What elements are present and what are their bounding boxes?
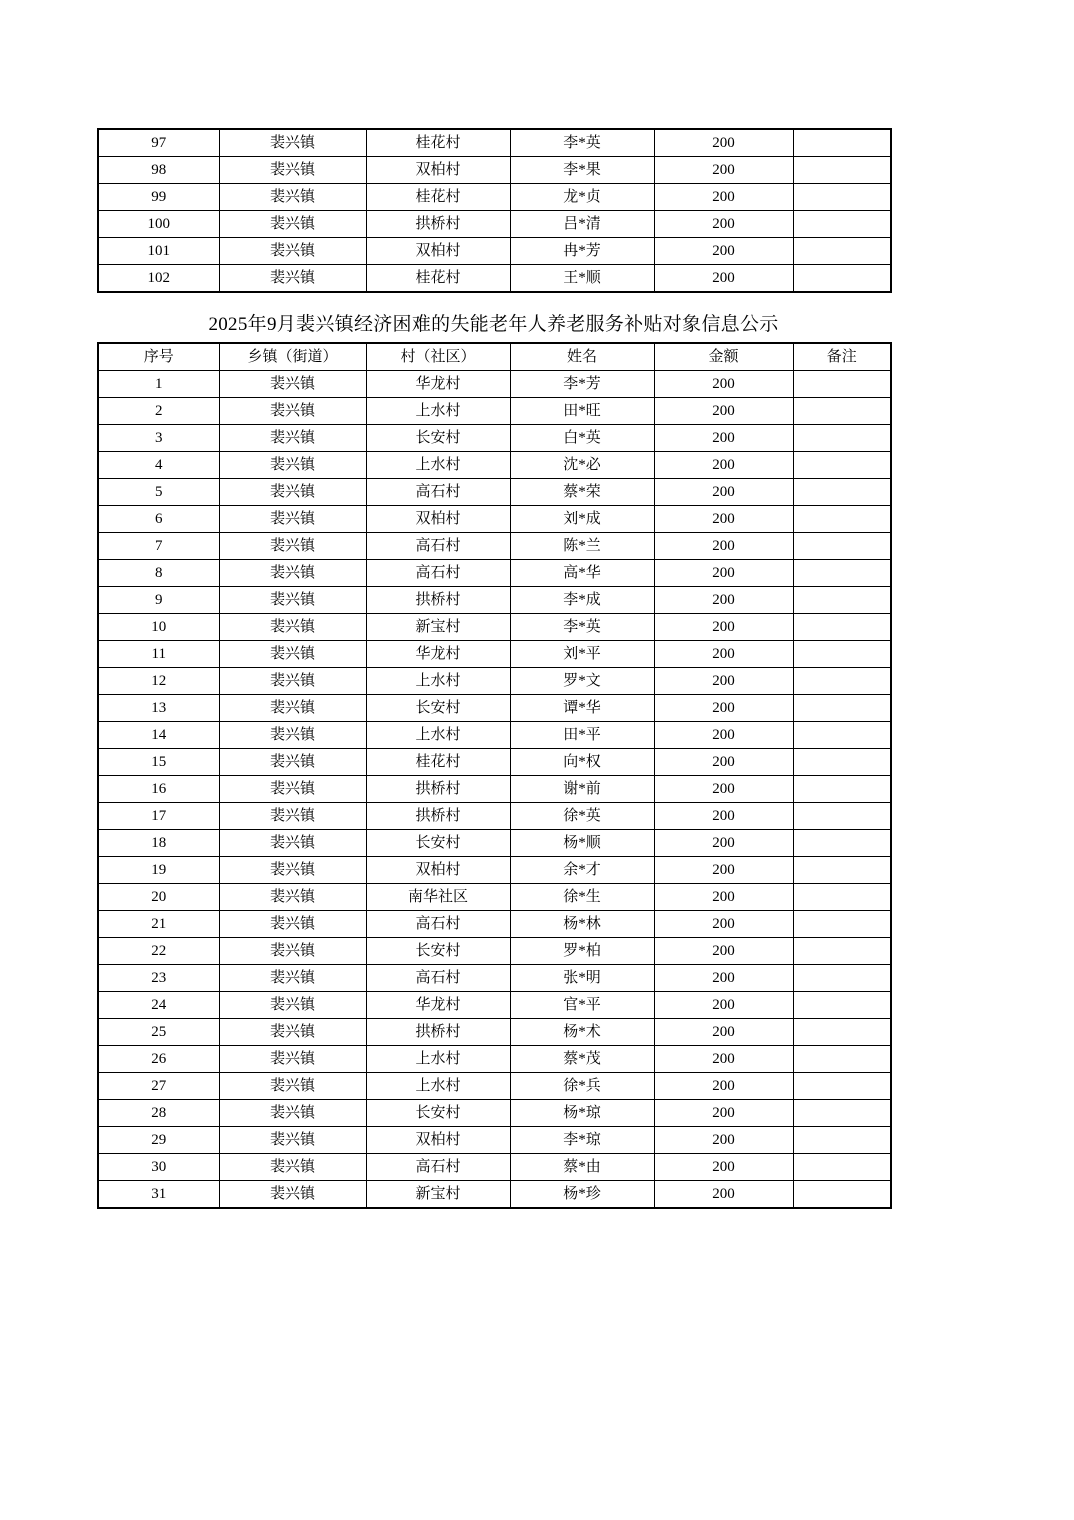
table-cell: 谭*华 — [510, 695, 654, 722]
table-cell: 高石村 — [366, 479, 510, 506]
table-cell: 上水村 — [366, 1073, 510, 1100]
table-cell: 200 — [654, 803, 793, 830]
table-cell: 200 — [654, 371, 793, 398]
table-cell — [793, 184, 891, 211]
table-cell: 裴兴镇 — [219, 776, 366, 803]
table-cell: 200 — [654, 1181, 793, 1209]
table-cell: 王*顺 — [510, 265, 654, 293]
table-row — [98, 641, 891, 668]
table-cell: 3 — [98, 425, 219, 452]
table-cell: 200 — [654, 911, 793, 938]
table-cell: 裴兴镇 — [219, 398, 366, 425]
table-cell: 裴兴镇 — [219, 1046, 366, 1073]
table-cell: 高石村 — [366, 911, 510, 938]
table-row — [98, 129, 891, 157]
table-cell: 裴兴镇 — [219, 211, 366, 238]
table-cell: 裴兴镇 — [219, 1019, 366, 1046]
table-cell: 18 — [98, 830, 219, 857]
table-cell — [793, 857, 891, 884]
table-cell — [793, 938, 891, 965]
table-cell: 20 — [98, 884, 219, 911]
table-cell: 双柏村 — [366, 1127, 510, 1154]
table-row — [98, 1019, 891, 1046]
table-cell: 吕*清 — [510, 211, 654, 238]
table-cell: 13 — [98, 695, 219, 722]
table-cell — [793, 776, 891, 803]
table-cell: 南华社区 — [366, 884, 510, 911]
table-cell: 23 — [98, 965, 219, 992]
table-row — [98, 803, 891, 830]
table-cell: 裴兴镇 — [219, 1181, 366, 1209]
table-cell: 田*旺 — [510, 398, 654, 425]
table-row — [98, 1073, 891, 1100]
table-row — [98, 238, 891, 265]
table-cell: 裴兴镇 — [219, 668, 366, 695]
column-header: 备注 — [793, 343, 891, 371]
table-cell — [793, 157, 891, 184]
table-cell — [793, 129, 891, 157]
table-cell: 冉*芳 — [510, 238, 654, 265]
table-cell: 裴兴镇 — [219, 1073, 366, 1100]
table-row — [98, 211, 891, 238]
table-cell: 裴兴镇 — [219, 371, 366, 398]
table-cell: 桂花村 — [366, 129, 510, 157]
table-cell: 华龙村 — [366, 641, 510, 668]
table-cell — [793, 1046, 891, 1073]
table-cell: 长安村 — [366, 695, 510, 722]
table-cell: 裴兴镇 — [219, 1100, 366, 1127]
table-cell: 101 — [98, 238, 219, 265]
table-cell: 200 — [654, 992, 793, 1019]
table-cell: 31 — [98, 1181, 219, 1209]
table-cell: 19 — [98, 857, 219, 884]
table-row — [98, 1127, 891, 1154]
table-cell: 裴兴镇 — [219, 884, 366, 911]
table-cell: 16 — [98, 776, 219, 803]
table-cell: 98 — [98, 157, 219, 184]
table-cell: 裴兴镇 — [219, 479, 366, 506]
table-cell: 21 — [98, 911, 219, 938]
table-cell: 裴兴镇 — [219, 803, 366, 830]
table-cell: 200 — [654, 722, 793, 749]
table-cell: 25 — [98, 1019, 219, 1046]
table-cell: 李*英 — [510, 614, 654, 641]
table-cell: 杨*术 — [510, 1019, 654, 1046]
table-cell: 张*明 — [510, 965, 654, 992]
table-cell: 裴兴镇 — [219, 965, 366, 992]
table-row — [98, 668, 891, 695]
table-cell: 长安村 — [366, 425, 510, 452]
table-cell: 200 — [654, 533, 793, 560]
table-cell: 裴兴镇 — [219, 560, 366, 587]
table-cell: 200 — [654, 641, 793, 668]
table-cell — [793, 1073, 891, 1100]
subsidy-table — [97, 342, 892, 1209]
table-cell — [793, 533, 891, 560]
table-cell — [793, 452, 891, 479]
table-cell: 拱桥村 — [366, 803, 510, 830]
table-row — [98, 398, 891, 425]
table-row — [98, 506, 891, 533]
table-cell: 新宝村 — [366, 1181, 510, 1209]
table-cell: 杨*琼 — [510, 1100, 654, 1127]
table-row — [98, 911, 891, 938]
table-cell: 10 — [98, 614, 219, 641]
table-cell: 200 — [654, 938, 793, 965]
table-row — [98, 884, 891, 911]
table-cell: 裴兴镇 — [219, 1127, 366, 1154]
table-cell: 高*华 — [510, 560, 654, 587]
table-cell: 华龙村 — [366, 371, 510, 398]
table-cell: 上水村 — [366, 668, 510, 695]
table-cell: 罗*柏 — [510, 938, 654, 965]
table-cell: 200 — [654, 749, 793, 776]
table-cell — [793, 265, 891, 293]
table-cell: 桂花村 — [366, 184, 510, 211]
table-cell: 徐*英 — [510, 803, 654, 830]
table-cell: 余*才 — [510, 857, 654, 884]
table-cell: 200 — [654, 1154, 793, 1181]
table-cell: 裴兴镇 — [219, 129, 366, 157]
table-row — [98, 560, 891, 587]
table-cell — [793, 1154, 891, 1181]
table-cell: 22 — [98, 938, 219, 965]
table-cell: 沈*必 — [510, 452, 654, 479]
table-cell — [793, 722, 891, 749]
table-cell: 桂花村 — [366, 749, 510, 776]
table-cell: 裴兴镇 — [219, 830, 366, 857]
table-row — [98, 587, 891, 614]
table-cell: 裴兴镇 — [219, 992, 366, 1019]
table-cell: 200 — [654, 398, 793, 425]
table-cell: 上水村 — [366, 398, 510, 425]
table-cell: 罗*文 — [510, 668, 654, 695]
table-cell: 裴兴镇 — [219, 184, 366, 211]
table-row — [98, 1100, 891, 1127]
table-cell: 新宝村 — [366, 614, 510, 641]
table-cell — [793, 884, 891, 911]
table-cell: 李*果 — [510, 157, 654, 184]
table-cell: 裴兴镇 — [219, 911, 366, 938]
table-cell: 徐*生 — [510, 884, 654, 911]
table-cell: 拱桥村 — [366, 1019, 510, 1046]
table-cell: 200 — [654, 830, 793, 857]
table-cell: 26 — [98, 1046, 219, 1073]
table-cell: 高石村 — [366, 965, 510, 992]
table-cell — [793, 830, 891, 857]
table-cell: 向*权 — [510, 749, 654, 776]
table-cell: 高石村 — [366, 560, 510, 587]
table-cell: 200 — [654, 695, 793, 722]
table-cell: 裴兴镇 — [219, 749, 366, 776]
table-cell: 白*英 — [510, 425, 654, 452]
table-cell: 200 — [654, 776, 793, 803]
column-header: 序号 — [98, 343, 219, 371]
table-row — [98, 776, 891, 803]
table-cell — [793, 479, 891, 506]
table-cell: 裴兴镇 — [219, 722, 366, 749]
table-cell: 杨*林 — [510, 911, 654, 938]
table-cell: 200 — [654, 587, 793, 614]
table-cell: 长安村 — [366, 830, 510, 857]
table-cell: 裴兴镇 — [219, 641, 366, 668]
column-header: 姓名 — [510, 343, 654, 371]
table-row — [98, 157, 891, 184]
notice-title: 2025年9月裴兴镇经济困难的失能老年人养老服务补贴对象信息公示 — [208, 314, 779, 335]
table-cell — [793, 1181, 891, 1209]
table-cell: 拱桥村 — [366, 211, 510, 238]
table-cell: 15 — [98, 749, 219, 776]
table-cell: 5 — [98, 479, 219, 506]
table-cell: 裴兴镇 — [219, 238, 366, 265]
table-cell: 200 — [654, 211, 793, 238]
table-cell: 李*琼 — [510, 1127, 654, 1154]
table-cell: 刘*平 — [510, 641, 654, 668]
table-cell: 102 — [98, 265, 219, 293]
table-cell: 200 — [654, 668, 793, 695]
table-cell — [793, 560, 891, 587]
table-cell — [793, 506, 891, 533]
table-cell: 长安村 — [366, 938, 510, 965]
table-cell: 200 — [654, 1100, 793, 1127]
table-cell: 14 — [98, 722, 219, 749]
table-cell — [793, 749, 891, 776]
table-cell: 上水村 — [366, 452, 510, 479]
table-header-row — [98, 343, 891, 371]
table-cell: 200 — [654, 857, 793, 884]
table-cell — [793, 641, 891, 668]
table-cell: 双柏村 — [366, 157, 510, 184]
table-cell: 200 — [654, 560, 793, 587]
table-cell — [793, 587, 891, 614]
table-row — [98, 992, 891, 1019]
table-cell: 上水村 — [366, 722, 510, 749]
table-row — [98, 425, 891, 452]
table-row — [98, 938, 891, 965]
column-header: 村（社区） — [366, 343, 510, 371]
table-cell: 双柏村 — [366, 506, 510, 533]
table-row — [98, 695, 891, 722]
column-header: 乡镇（街道） — [219, 343, 366, 371]
table-cell: 李*成 — [510, 587, 654, 614]
table-cell: 200 — [654, 1019, 793, 1046]
table-cell: 长安村 — [366, 1100, 510, 1127]
table-cell: 4 — [98, 452, 219, 479]
table-cell: 裴兴镇 — [219, 533, 366, 560]
table-cell — [793, 1019, 891, 1046]
table-cell: 200 — [654, 965, 793, 992]
table-cell: 24 — [98, 992, 219, 1019]
table-row — [98, 965, 891, 992]
table-cell: 裴兴镇 — [219, 587, 366, 614]
table-cell: 29 — [98, 1127, 219, 1154]
table-cell: 200 — [654, 506, 793, 533]
table-cell — [793, 1127, 891, 1154]
table-cell — [793, 425, 891, 452]
table-cell: 27 — [98, 1073, 219, 1100]
table-cell — [793, 668, 891, 695]
table-row — [98, 371, 891, 398]
table-cell: 刘*成 — [510, 506, 654, 533]
table-row — [98, 749, 891, 776]
table-cell: 200 — [654, 1046, 793, 1073]
table-cell: 200 — [654, 884, 793, 911]
table-cell — [793, 965, 891, 992]
table-cell: 200 — [654, 452, 793, 479]
continued-subsidy-table — [97, 128, 892, 293]
table-cell: 200 — [654, 614, 793, 641]
table-cell: 田*平 — [510, 722, 654, 749]
table-cell — [793, 695, 891, 722]
table-cell: 华龙村 — [366, 992, 510, 1019]
table-row — [98, 722, 891, 749]
table-cell: 桂花村 — [366, 265, 510, 293]
table-cell — [793, 803, 891, 830]
table-cell: 杨*珍 — [510, 1181, 654, 1209]
table-cell: 裴兴镇 — [219, 857, 366, 884]
table-cell: 200 — [654, 479, 793, 506]
table-cell: 11 — [98, 641, 219, 668]
table-row — [98, 265, 891, 293]
table-cell: 200 — [654, 1073, 793, 1100]
table-cell: 上水村 — [366, 1046, 510, 1073]
table-cell: 双柏村 — [366, 857, 510, 884]
table-cell: 裴兴镇 — [219, 506, 366, 533]
table-cell: 李*芳 — [510, 371, 654, 398]
table-cell: 17 — [98, 803, 219, 830]
table-row — [98, 830, 891, 857]
table-cell: 裴兴镇 — [219, 265, 366, 293]
table-row — [98, 614, 891, 641]
table-cell: 200 — [654, 265, 793, 293]
table-cell: 裴兴镇 — [219, 614, 366, 641]
table-cell: 1 — [98, 371, 219, 398]
table-cell: 官*平 — [510, 992, 654, 1019]
table-cell: 蔡*由 — [510, 1154, 654, 1181]
table-cell: 7 — [98, 533, 219, 560]
table-cell: 双柏村 — [366, 238, 510, 265]
table-cell — [793, 211, 891, 238]
table-cell: 裴兴镇 — [219, 425, 366, 452]
table-row — [98, 533, 891, 560]
table-cell — [793, 371, 891, 398]
table-cell: 8 — [98, 560, 219, 587]
table-cell: 拱桥村 — [366, 587, 510, 614]
table-row — [98, 452, 891, 479]
table-cell: 200 — [654, 157, 793, 184]
table-row — [98, 184, 891, 211]
table-cell: 龙*贞 — [510, 184, 654, 211]
table-cell: 9 — [98, 587, 219, 614]
table-row — [98, 1154, 891, 1181]
table-cell: 97 — [98, 129, 219, 157]
table-cell: 裴兴镇 — [219, 695, 366, 722]
table-cell: 杨*顺 — [510, 830, 654, 857]
table-cell: 30 — [98, 1154, 219, 1181]
table-cell: 拱桥村 — [366, 776, 510, 803]
table-cell: 徐*兵 — [510, 1073, 654, 1100]
table-cell: 2 — [98, 398, 219, 425]
table-row — [98, 1181, 891, 1209]
table-cell: 裴兴镇 — [219, 1154, 366, 1181]
table-row — [98, 857, 891, 884]
table-row — [98, 479, 891, 506]
table-cell: 12 — [98, 668, 219, 695]
table-cell: 28 — [98, 1100, 219, 1127]
table-cell: 6 — [98, 506, 219, 533]
table-cell: 裴兴镇 — [219, 157, 366, 184]
table-cell: 99 — [98, 184, 219, 211]
table-cell: 高石村 — [366, 1154, 510, 1181]
table-cell — [793, 238, 891, 265]
table-cell — [793, 911, 891, 938]
table-cell — [793, 398, 891, 425]
column-header: 金额 — [654, 343, 793, 371]
table-cell: 200 — [654, 425, 793, 452]
table-cell — [793, 992, 891, 1019]
table-cell — [793, 614, 891, 641]
table-cell: 李*英 — [510, 129, 654, 157]
table-cell: 陈*兰 — [510, 533, 654, 560]
table-cell — [793, 1100, 891, 1127]
table-cell: 200 — [654, 184, 793, 211]
table-cell: 100 — [98, 211, 219, 238]
table-cell: 200 — [654, 238, 793, 265]
table-cell: 裴兴镇 — [219, 452, 366, 479]
table-cell: 谢*前 — [510, 776, 654, 803]
table-row — [98, 1046, 891, 1073]
table-cell: 蔡*荣 — [510, 479, 654, 506]
table-cell: 裴兴镇 — [219, 938, 366, 965]
table-cell: 蔡*茂 — [510, 1046, 654, 1073]
table-cell: 200 — [654, 1127, 793, 1154]
table-cell: 200 — [654, 129, 793, 157]
table-cell: 高石村 — [366, 533, 510, 560]
